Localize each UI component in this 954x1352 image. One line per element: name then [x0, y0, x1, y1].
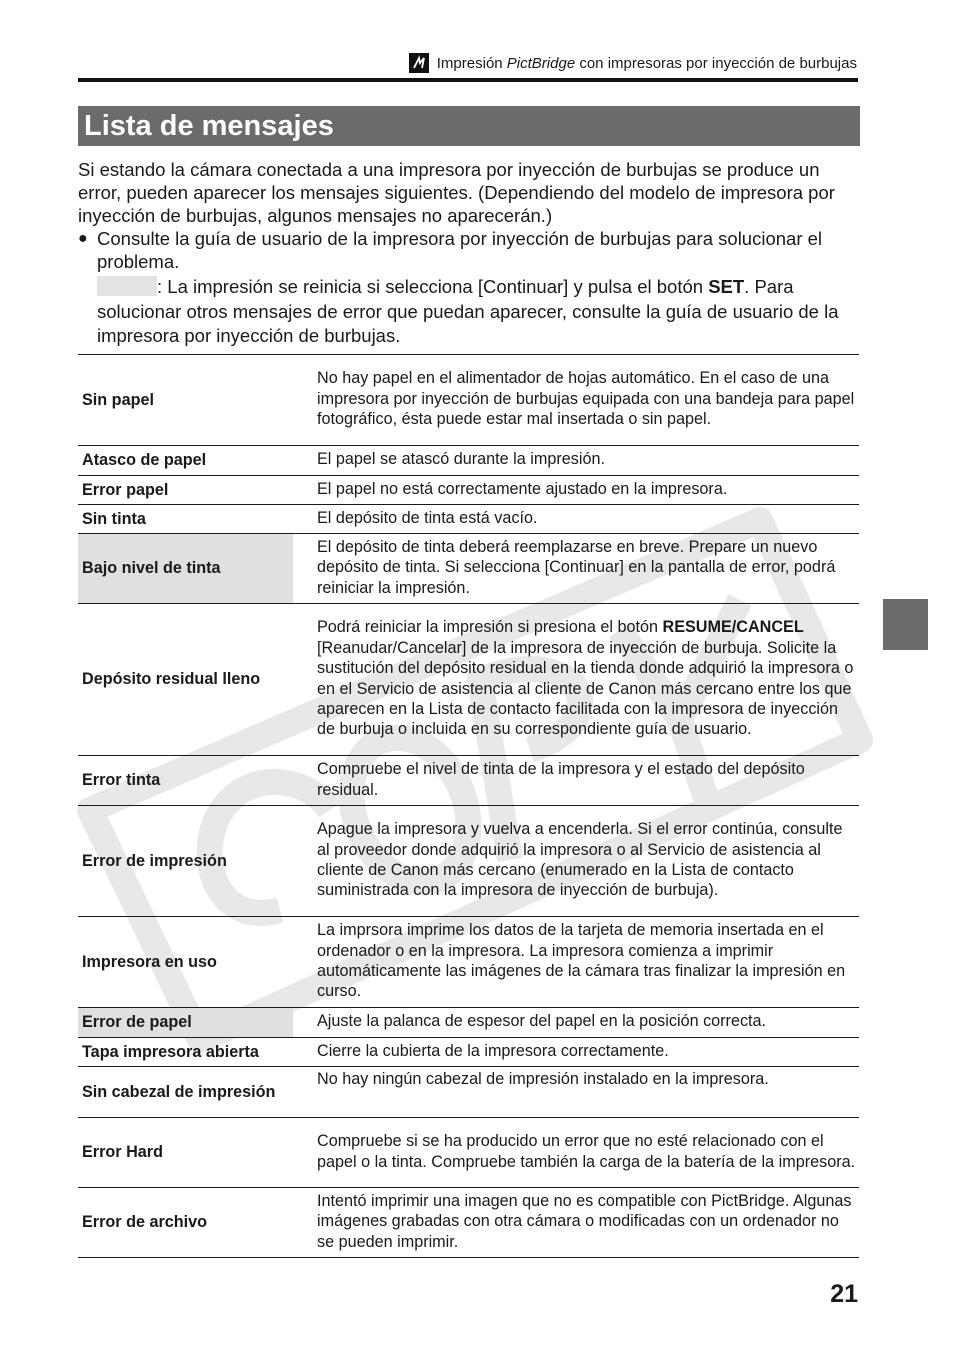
chapter-tab — [883, 599, 928, 650]
bullet-dot-icon: ● — [78, 230, 88, 247]
message-description: Intentó imprimir una imagen que no es compatible con PictBridge. Algunas imágenes grabadas con otra cámara o modificadas con un ordenador no se pueden imprimir. — [293, 1188, 859, 1258]
table-row — [78, 917, 859, 1008]
message-name: Error de papel — [78, 1008, 293, 1038]
message-description: No hay ningún cabezal de impresión instalado en la impresora. — [293, 1067, 859, 1118]
message-name: Atasco de papel — [78, 446, 293, 476]
message-description: Compruebe si se ha producido un error que no esté relacionado con el papel o la tinta. Compruebe también la carga de la batería de la impresora. — [293, 1118, 859, 1188]
message-name: Error Hard — [78, 1118, 293, 1188]
message-name: Error papel — [78, 476, 293, 505]
table-row — [78, 534, 859, 604]
table-row — [78, 355, 859, 446]
message-description: Ajuste la palanca de espesor del papel en la posición correcta. — [293, 1008, 859, 1038]
message-name: Sin cabezal de impresión — [78, 1067, 293, 1118]
message-description: Cierre la cubierta de la impresora correctamente. — [293, 1038, 859, 1067]
header-text: Impresión PictBridge con impresoras por inyección de burbujas — [436, 54, 857, 72]
page-number: 21 — [830, 1280, 858, 1308]
messages-table — [78, 354, 859, 1258]
table-row — [78, 806, 859, 917]
message-description: El depósito de tinta deberá reemplazarse en breve. Prepare un nuevo depósito de tinta. Si selecciona [Continuar] en la pantalla de error, podrá reiniciar la impresión. — [293, 534, 859, 604]
message-description: El depósito de tinta está vacío. — [293, 505, 859, 534]
message-name: Bajo nivel de tinta — [78, 534, 293, 604]
screen-placeholder-icon — [97, 276, 157, 296]
bullet-text: Consulte la guía de usuario de la impresora por inyección de burbujas para solucionar el problema. — [97, 228, 823, 272]
table-row — [78, 505, 859, 534]
message-description: El papel se atascó durante la impresión. — [293, 446, 859, 476]
message-description: La imprsora imprime los datos de la tarjeta de memoria insertada en el ordenador o en la impresora. La impresora comienza a imprimir automáticamente las imágenes de la cámara tras finalizar la impresión en curso. — [293, 917, 859, 1008]
table-row — [78, 1118, 859, 1188]
resume-cancel-label: RESUME/CANCEL — [662, 618, 804, 637]
printer-mode-icon — [409, 53, 429, 73]
table-row — [78, 446, 859, 476]
running-header — [78, 50, 857, 76]
table-row — [78, 1008, 859, 1038]
message-description: Podrá reiniciar la impresión si presiona el botón RESUME/CANCEL [Reanudar/Cancelar] de la impresora de inyección de burbuja. Solicite la sustitución del depósito residual en la tienda donde adquirió la impresora o en el Servicio de asistencia al cliente de Canon más cercano entre los que aparecen en la Lista de contacto facilitada con la impresora de inyección de burbuja o incluida en su correspondiente guía de usuario. — [293, 604, 859, 756]
message-name: Impresora en uso — [78, 917, 293, 1008]
message-description: Compruebe el nivel de tinta de la impresora y el estado del depósito residual. — [293, 756, 859, 806]
note: : La impresión se reinicia si selecciona [Continuar] y pulsa el botón SET. Para solucionar otros mensajes de error que puedan aparecer, consulte la guía de usuario de la impresora por inyección de burbujas. — [97, 276, 839, 346]
message-name: Sin papel — [78, 355, 293, 446]
table-row — [78, 1038, 859, 1067]
message-name: Error de impresión — [78, 806, 293, 917]
message-name: Error tinta — [78, 756, 293, 806]
message-name: Sin tinta — [78, 505, 293, 534]
table-row — [78, 1188, 859, 1258]
message-name: Tapa impresora abierta — [78, 1038, 293, 1067]
table-row — [78, 476, 859, 505]
message-description: El papel no está correctamente ajustado en la impresora. — [293, 476, 859, 505]
table-row — [78, 1067, 859, 1118]
page-title: Lista de mensajes — [78, 106, 860, 146]
intro-paragraph: Si estando la cámara conectada a una impresora por inyección de burbujas se produce un error, pueden aparecer los mensajes siguientes. (Dependiendo del modelo de impresora por inyección de burbujas, algunos mensajes no aparecerán.) — [78, 159, 835, 226]
table-row — [78, 604, 859, 756]
set-button-label: SET — [708, 276, 745, 297]
message-name: Error de archivo — [78, 1188, 293, 1258]
bullet-item — [78, 227, 860, 273]
header-rule — [78, 78, 858, 82]
message-description: Apague la impresora y vuelva a encenderla. Si el error continúa, consulte al proveedor donde adquirió la impresora o al Servicio de asistencia al cliente de Canon más cercano (enumerado en la Lista de contacto suministrada con la impresora de inyección de burbuja). — [293, 806, 859, 917]
table-row — [78, 756, 859, 806]
message-description: No hay papel en el alimentador de hojas automático. En el caso de una impresora por inyección de burbujas equipada con una bandeja para papel fotográfico, ésta puede estar mal insertada o sin papel. — [293, 355, 859, 446]
message-name: Depósito residual lleno — [78, 604, 293, 756]
intro — [78, 158, 860, 349]
header-pictbridge: PictBridge — [506, 54, 576, 72]
